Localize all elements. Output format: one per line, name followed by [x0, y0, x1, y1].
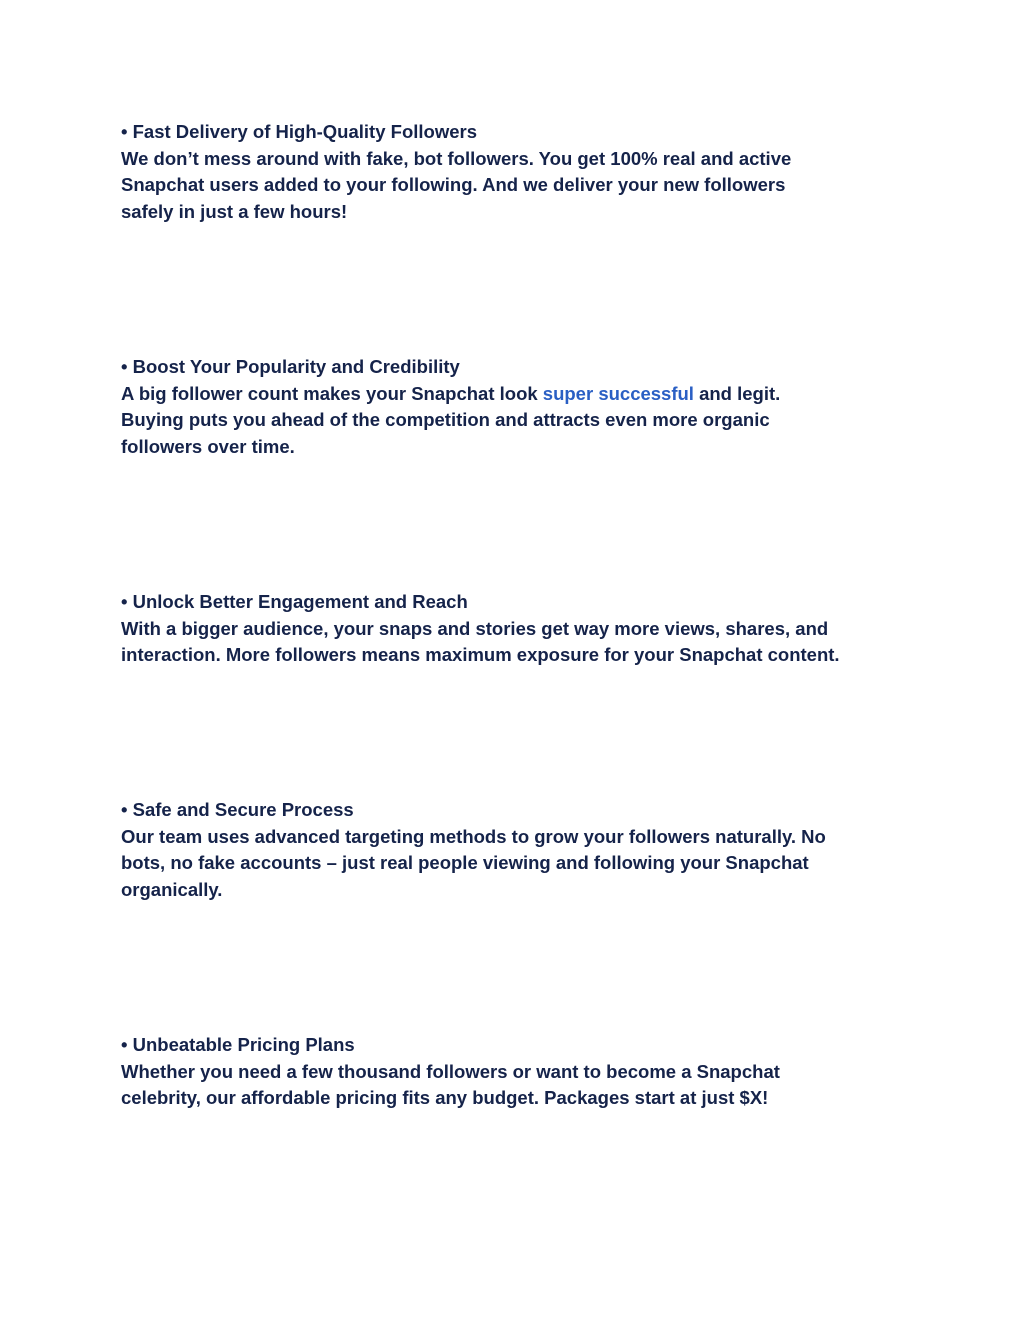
- section-boost-popularity: [121, 354, 921, 460]
- body-line: Our team uses advanced targeting methods to grow your followers naturally. No: [121, 825, 826, 847]
- body-line: [121, 381, 921, 408]
- body-text: and legit.: [693, 382, 781, 404]
- section-engagement-reach: [121, 589, 921, 669]
- body-line: followers over time.: [121, 435, 295, 457]
- section-safe-secure: [121, 797, 921, 903]
- body-line: Buying puts you ahead of the competition and attracts even more organic: [121, 409, 770, 430]
- section-heading: • Unbeatable Pricing Plans: [121, 1034, 355, 1055]
- section-heading: • Safe and Secure Process: [121, 799, 354, 820]
- super-successful-link[interactable]: super successful: [542, 382, 694, 404]
- body-line: organically.: [121, 878, 223, 900]
- body-line: We don’t mess around with fake, bot followers. You get 100% real and active: [121, 147, 792, 169]
- section-heading: • Boost Your Popularity and Credibility: [121, 356, 460, 377]
- body-line: With a bigger audience, your snaps and stories get way more views, shares, and: [121, 617, 829, 639]
- section-fast-delivery: [121, 119, 921, 225]
- section-heading: • Unlock Better Engagement and Reach: [121, 591, 468, 612]
- body-line: safely in just a few hours!: [121, 200, 348, 222]
- section-heading: • Fast Delivery of High-Quality Followers: [121, 121, 477, 142]
- body-line: celebrity, our affordable pricing fits any budget. Packages start at just $X!: [121, 1087, 769, 1108]
- body-line: Snapchat users added to your following. And we deliver your new followers: [121, 174, 786, 195]
- body-line: bots, no fake accounts – just real people viewing and following your Snapchat: [121, 852, 809, 873]
- body-text: A big follower count makes your Snapchat look: [121, 382, 543, 404]
- body-line: interaction. More followers means maximum exposure for your Snapchat content.: [121, 644, 840, 665]
- body-line: Whether you need a few thousand followers or want to become a Snapchat: [121, 1060, 780, 1082]
- section-pricing-plans: [121, 1032, 921, 1112]
